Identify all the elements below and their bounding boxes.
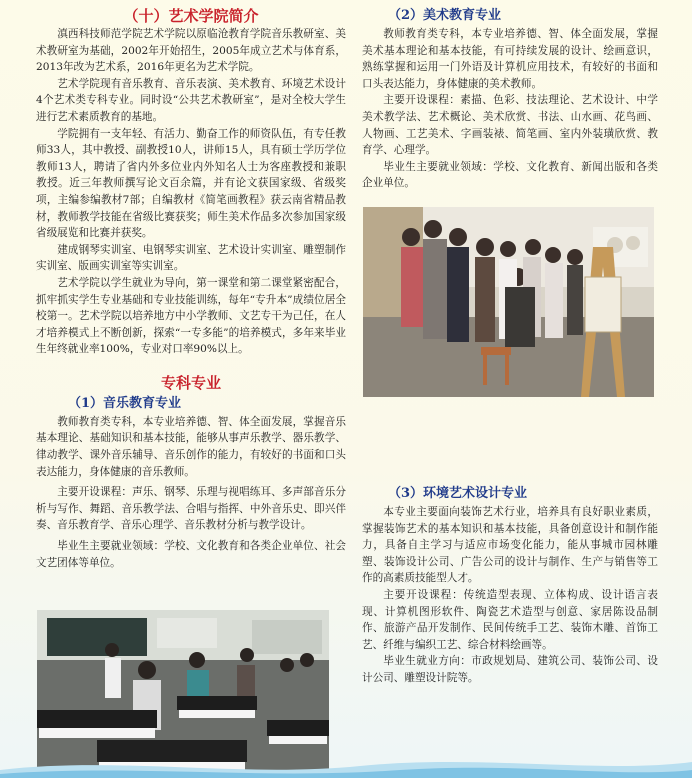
music-paragraph-3: 毕业生主要就业领域：学校、文化教育和各类企业单位、社会文艺团体等单位。: [36, 540, 346, 569]
env-paragraph-2: 主要开设课程：传统造型表现、立体构成、设计语言表现、计算机图形软件、陶瓷艺术造型与创意、家居陈设品制作、旅游产品开发制作、民间传统手工艺、装饰木雕、首饰工艺、纤维与编织工艺、综合材料绘画等。: [362, 588, 658, 651]
intro-paragraph-3: 学院拥有一支年轻、有活力、勤奋工作的师资队伍，有专任教师33人，其中教授、副教授10人，讲师15人，具有硕士学历学位教师13人，聘请了省内外多位业内外知名人士为客座教授和兼职教授。近三年教师撰写论文百余篇，并有论文获国家级、省级奖项，主编参编教材7部；自编教材《简笔画教程》获云南省精品教材，教师教学技能在省级比赛获奖；师生美术作品多次参加国家级省级展览和比赛并获奖。: [36, 127, 346, 240]
art-paragraph-3: 毕业生主要就业领域：学校、文化教育、新闻出版和各类企业单位。: [362, 160, 658, 190]
env-design-title: （3）环境艺术设计专业: [388, 486, 528, 501]
bottom-wave-decoration: [0, 752, 692, 778]
env-design-section: [362, 484, 658, 687]
intro-paragraph-5: 艺术学院以学生就业为导向，第一课堂和第二课堂紧密配合，抓牢抓实学生专业基础和专业技能训练，每年“专升本”成绩位居全校第一。艺术学院以培养地方中小学教师、文艺专干为己任，在人才培养模式上不断创新，探索“一专多能”的培养模式，多年来毕业生年终就业率100%，专业对口率90%以上。: [36, 276, 346, 356]
left-column: [36, 0, 346, 571]
arts-college-title: （十）艺术学院简介: [123, 7, 259, 25]
art-paragraph-2: 主要开设课程：素描、色彩、技法理论、艺术设计、中学美术教学法、艺术概论、美术欣赏、书法、山水画、花鸟画、人物画、工艺美术、字画装裱、简笔画、室内外装璜欣赏、教育学、心理学。: [362, 94, 658, 157]
music-paragraph-1: 教师教育类专科，本专业培养德、智、体全面发展，掌握音乐基本理论、基础知识和基本技能，能够从事声乐教学、器乐教学、律动教学、课外音乐辅导、音乐创作的能力，有较好的书面和口头表达能力，身体健康的音乐教师。: [36, 415, 346, 478]
right-column: [362, 0, 658, 192]
env-paragraph-1: 本专业主要面向装饰艺术行业，培养具有良好职业素质，掌握装饰艺术的基本知识和基本技能，具备创意设计和制作能力，具备自主学习与适应市场变化能力，能从事城市园林雕塑、装饰设计公司、广告公司的设计与制作、生产与销售等工作的高素质技能型人才。: [362, 506, 658, 585]
music-paragraph-2: 主要开设课程：声乐、钢琴、乐理与视唱练耳、多声部音乐分析与写作、舞蹈、音乐教学法、合唱与指挥、中外音乐史、即兴伴奏、音乐教育学、音乐心理学、音乐教材分析与教学设计。: [36, 486, 346, 532]
art-class-photo: [363, 207, 654, 397]
intro-paragraph-1: 滇西科技师范学院艺术学院以原临沧教育学院音乐教研室、美术教研室为基础，2002年开始招生，2005年成立艺术与体育系，2013年改为艺术系，2016年更名为艺术学院。: [36, 28, 346, 74]
art-education-title: （2）美术教育专业: [388, 8, 502, 23]
env-paragraph-3: 毕业生就业方向：市政规划局、建筑公司、装饰公司、设计公司、雕塑设计院等。: [362, 655, 658, 684]
music-education-title: （1）音乐教育专业: [68, 395, 182, 411]
intro-paragraph-4: 建成钢琴实训室、电钢琴实训室、艺术设计实训室、雕塑制作实训室、版画实训室等实训室。: [36, 243, 346, 273]
specialty-title: 专科专业: [160, 373, 221, 392]
art-paragraph-1: 教师教育类专科，本专业培养德、智、体全面发展，掌握美术基本理论和基本技能，有可持续发展的设计、绘画意识，熟练掌握和运用一门外语及计算机应用技术，有较好的书面和口头表达能力，身体健康的美术教师。: [362, 28, 658, 90]
intro-paragraph-2: 艺术学院现有音乐教育、音乐表演、美术教育、环境艺术设计4个艺术类专科专业。同时设“公共艺术教研室”，是对全校大学生进行艺术素质教育的基地。: [36, 77, 346, 123]
